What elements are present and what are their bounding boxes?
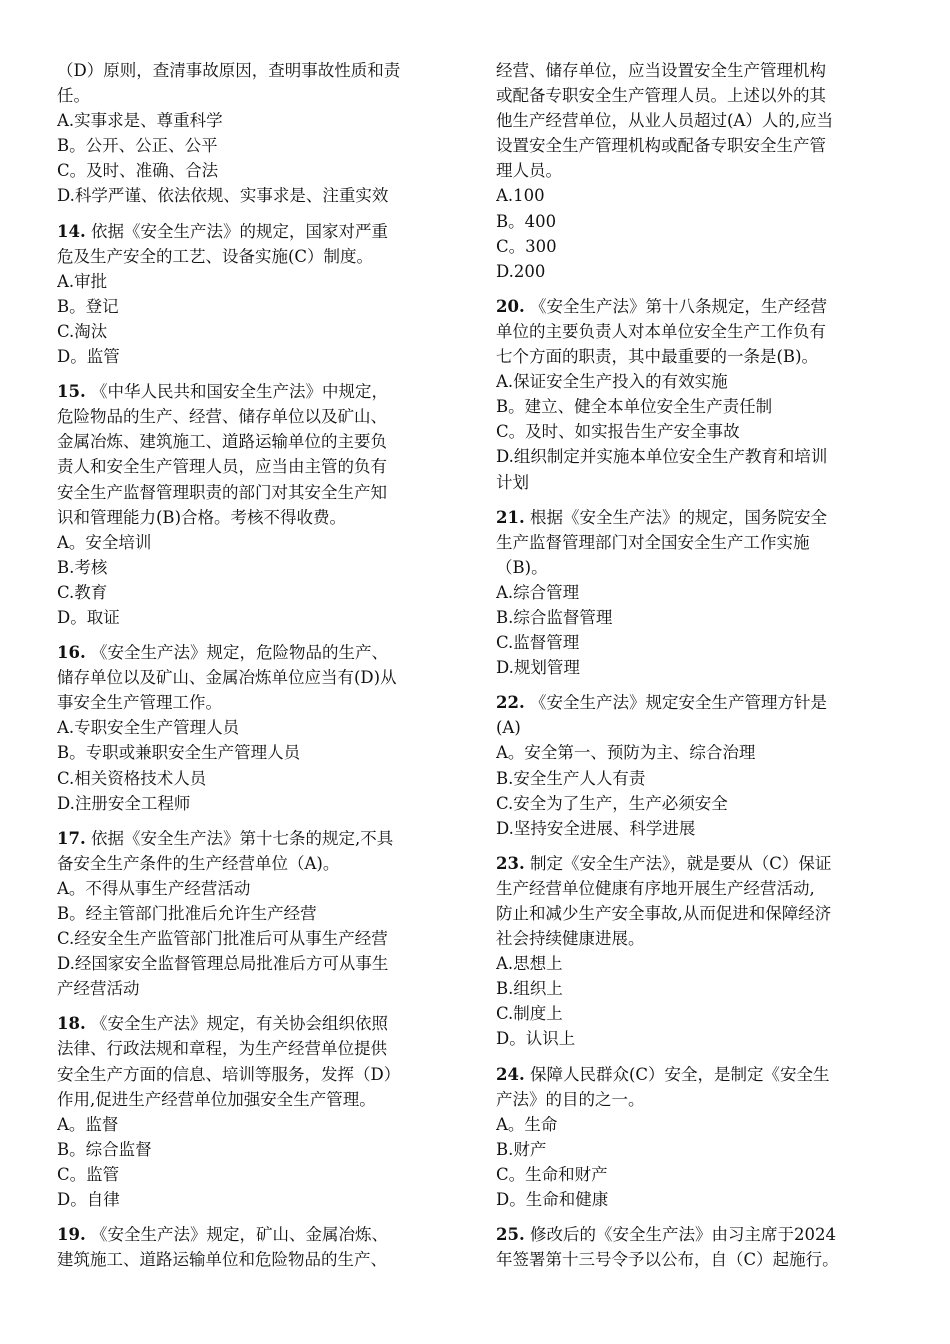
- question-text: 储存单位以及矿山、金属冶炼单位应当有(D)从: [57, 668, 397, 688]
- answer-option: B.考核: [57, 557, 108, 577]
- question-text-line: [496, 530, 894, 555]
- question-text-line: [496, 715, 894, 740]
- question-text: 安全生产方面的信息、培训等服务，发挥（D）: [57, 1064, 401, 1084]
- question-text: 《安全生产法》第十八条规定，生产经营: [524, 296, 827, 316]
- answer-option: C。及时、如实报告生产安全事故: [496, 422, 740, 442]
- question-number: 15.: [57, 382, 86, 402]
- question-text: 制定《安全生产法》，就是要从（C）保证: [524, 853, 832, 873]
- question-text-line: [57, 826, 455, 851]
- question-text: 依据《安全生产法》的规定，国家对严重: [85, 221, 388, 241]
- question-text-line: [496, 505, 894, 530]
- answer-option: A.综合管理: [496, 582, 580, 602]
- answer-option: B。专职或兼职安全生产管理人员: [57, 743, 301, 763]
- question-text: 事安全生产管理工作。: [57, 693, 222, 713]
- question-number: 20.: [496, 296, 525, 316]
- question-block: [57, 1222, 455, 1272]
- question-text: 作用,促进生产经营单位加强安全生产管理。: [57, 1089, 376, 1109]
- answer-option: A。安全第一、预防为主、综合治理: [496, 743, 756, 763]
- answer-option: A.保证安全生产投入的有效实施: [496, 372, 728, 392]
- question-text-line: [57, 429, 455, 454]
- question-block: [496, 690, 894, 841]
- answer-option: A.实事求是、尊重科学: [57, 111, 223, 131]
- question-text-line: [57, 480, 455, 505]
- question-text-line: [496, 58, 894, 83]
- question-text-line: [57, 1011, 455, 1036]
- left-column: [57, 58, 455, 1282]
- answer-option: C.淘汰: [57, 321, 108, 341]
- answer-option: 计划: [496, 472, 529, 492]
- question-text: 《中华人民共和国安全生产法》中规定，: [85, 382, 388, 402]
- question-text-line: [496, 555, 894, 580]
- answer-option: B。登记: [57, 296, 119, 316]
- question-number: 25.: [496, 1225, 525, 1245]
- answer-option: B。建立、健全本单位安全生产责任制: [496, 397, 773, 417]
- answer-option: C.安全为了生产，生产必须安全: [496, 793, 728, 813]
- question-text: 依据《安全生产法》第十七条的规定,不具: [85, 828, 394, 848]
- answer-option: D.科学严谨、依法依规、实事求是、注重实效: [57, 186, 389, 206]
- answer-option: B.财产: [496, 1139, 547, 1159]
- answer-option: D.注册安全工程师: [57, 793, 191, 813]
- question-text-line: [496, 926, 894, 951]
- question-text-line: [57, 851, 455, 876]
- question-text: 生产监督管理部门对全国安全生产工作实施: [496, 532, 810, 552]
- question-text-line: [496, 83, 894, 108]
- question-text: 他生产经营单位，从业人员超过(A）人的,应当: [496, 111, 834, 131]
- answer-option: B。公开、公正、公平: [57, 136, 218, 156]
- question-block: [57, 826, 455, 1002]
- answer-option: B。经主管部门批准后允许生产经营: [57, 904, 317, 923]
- question-text: 理人员。: [496, 161, 562, 181]
- question-text: 识和管理能力(B)合格。考核不得收费。: [57, 507, 346, 527]
- question-text-line: [496, 851, 894, 876]
- answer-option: C。300: [496, 236, 557, 256]
- question-text-line: [57, 404, 455, 429]
- question-text: 《安全生产法》规定，有关协会组织依照: [85, 1014, 388, 1034]
- answer-option: D.经国家安全监督管理总局批准后方可从事生: [57, 954, 389, 974]
- question-text-line: [57, 1087, 455, 1112]
- question-block: [496, 505, 894, 681]
- answer-option: A.审批: [57, 271, 108, 291]
- answer-option: D。自律: [57, 1190, 120, 1210]
- question-text-line: [57, 640, 455, 665]
- question-number: 19.: [57, 1225, 86, 1245]
- answer-option: A.专职安全生产管理人员: [57, 718, 240, 738]
- question-text: 防止和减少生产安全事故,从而促进和保障经济: [496, 904, 832, 923]
- question-text-line: [57, 1036, 455, 1061]
- answer-option: C。生命和财产: [496, 1164, 608, 1184]
- question-block: [57, 219, 455, 370]
- answer-option: A。安全培训: [57, 532, 152, 552]
- question-text: 生产经营单位健康有序地开展生产经营活动,: [496, 878, 815, 898]
- question-text-line: [57, 1062, 455, 1087]
- question-text-line: [57, 379, 455, 404]
- question-text-line: [496, 690, 894, 715]
- question-text: 修改后的《安全生产法》由习主席于2024: [524, 1225, 836, 1245]
- question-text: （D）原则，查清事故原因，查明事故性质和责: [57, 61, 401, 80]
- question-text: 责人和安全生产管理人员，应当由主管的负有: [57, 457, 387, 477]
- question-text-line: [496, 876, 894, 901]
- question-text-line: [496, 901, 894, 926]
- question-text: 危险物品的生产、经营、储存单位以及矿山、: [57, 407, 387, 427]
- question-text: 危及生产安全的工艺、设备实施(C）制度。: [57, 246, 374, 266]
- question-text-line: [496, 319, 894, 344]
- question-text-line: [496, 158, 894, 183]
- question-text-line: [57, 505, 455, 530]
- question-number: 14.: [57, 221, 86, 241]
- question-text-line: [57, 244, 455, 269]
- question-text-line: [496, 344, 894, 369]
- question-text: 根据《安全生产法》的规定，国务院安全: [524, 507, 827, 527]
- question-text-line: [496, 1062, 894, 1087]
- question-number: 17.: [57, 828, 86, 848]
- answer-option: C.监督管理: [496, 633, 580, 653]
- question-number: 21.: [496, 507, 525, 527]
- question-text-line: [57, 690, 455, 715]
- question-text-line: [496, 1247, 894, 1272]
- question-text: 安全生产监督管理职责的部门对其安全生产知: [57, 482, 387, 502]
- answer-option: D.200: [496, 261, 546, 281]
- answer-option: B。综合监督: [57, 1139, 152, 1159]
- answer-option: C。监管: [57, 1164, 120, 1184]
- answer-option: D。监管: [57, 347, 120, 367]
- answer-option: D.组织制定并实施本单位安全生产教育和培训: [496, 447, 828, 467]
- question-number: 16.: [57, 643, 86, 663]
- question-number: 18.: [57, 1014, 86, 1034]
- answer-option: C.制度上: [496, 1004, 563, 1024]
- question-text: 《安全生产法》规定，矿山、金属冶炼、: [85, 1225, 388, 1245]
- question-text-line: [496, 1222, 894, 1247]
- answer-option: C。及时、准确、合法: [57, 161, 219, 181]
- question-text-line: [57, 83, 455, 108]
- question-text: 社会持续健康进展。: [496, 929, 645, 949]
- question-text-line: [496, 133, 894, 158]
- question-text: (A): [496, 718, 521, 738]
- question-text-line: [57, 665, 455, 690]
- question-text: 任。: [57, 86, 90, 106]
- question-text: 设置安全生产管理机构或配备专职安全生产管: [496, 136, 826, 156]
- question-block: [496, 851, 894, 1052]
- answer-option: D.坚持安全进展、科学进展: [496, 818, 696, 838]
- question-text: 建筑施工、道路运输单位和危险物品的生产、: [57, 1250, 387, 1270]
- question-text: 经营、储存单位，应当设置安全生产管理机构: [496, 61, 826, 80]
- question-number: 23.: [496, 853, 525, 873]
- answer-option: B。400: [496, 211, 557, 231]
- answer-option: A。监督: [57, 1114, 119, 1134]
- answer-option: B.安全生产人人有责: [496, 768, 646, 788]
- question-block: [57, 58, 455, 209]
- question-text-line: [496, 108, 894, 133]
- question-text: 保障人民群众(C）安全，是制定《安全生: [524, 1064, 830, 1084]
- question-block: [496, 1222, 894, 1272]
- question-text-line: [57, 1222, 455, 1247]
- question-text-line: [57, 58, 455, 83]
- question-text: 《安全生产法》规定安全生产管理方针是: [524, 693, 827, 713]
- question-block: [57, 1011, 455, 1212]
- question-text: 金属冶炼、建筑施工、道路运输单位的主要负: [57, 432, 387, 452]
- question-number: 24.: [496, 1064, 525, 1084]
- answer-option: 产经营活动: [57, 979, 140, 999]
- question-text: 七个方面的职责，其中最重要的一条是(B)。: [496, 347, 818, 367]
- answer-option: A.100: [496, 186, 545, 206]
- question-text-line: [57, 1247, 455, 1272]
- question-text: 法律、行政法规和章程，为生产经营单位提供: [57, 1039, 387, 1059]
- question-text: 备安全生产条件的生产经营单位（A)。: [57, 853, 340, 873]
- question-text-line: [496, 294, 894, 319]
- question-text-line: [496, 1087, 894, 1112]
- question-block: [57, 640, 455, 816]
- question-text-line: [57, 454, 455, 479]
- question-block: [57, 379, 455, 630]
- right-column: [496, 58, 894, 1282]
- question-block: [496, 1062, 894, 1213]
- question-number: 22.: [496, 693, 525, 713]
- question-text: 或配备专职安全生产管理人员。上述以外的其: [496, 86, 826, 106]
- question-block: [496, 294, 894, 495]
- answer-option: B.组织上: [496, 979, 563, 999]
- answer-option: B.综合监督管理: [496, 607, 613, 627]
- answer-option: A。不得从事生产经营活动: [57, 878, 251, 898]
- question-text-line: [57, 219, 455, 244]
- answer-option: D.规划管理: [496, 658, 580, 678]
- answer-option: D。取证: [57, 607, 120, 627]
- question-text: 《安全生产法》规定，危险物品的生产、: [85, 643, 388, 663]
- answer-option: A。生命: [496, 1114, 558, 1134]
- answer-option: D。生命和健康: [496, 1190, 609, 1210]
- question-text: 产法》的目的之一。: [496, 1089, 645, 1109]
- answer-option: C.教育: [57, 582, 108, 602]
- question-text: （B)。: [496, 557, 548, 577]
- question-text: 单位的主要负责人对本单位安全生产工作负有: [496, 321, 826, 341]
- question-block: [496, 58, 894, 284]
- answer-option: A.思想上: [496, 954, 563, 974]
- answer-option: D。认识上: [496, 1029, 576, 1049]
- answer-option: C.相关资格技术人员: [57, 768, 207, 788]
- question-text: 年签署第十三号令予以公布，自（C）起施行。: [496, 1250, 839, 1270]
- answer-option: C.经安全生产监管部门批准后可从事生产经营: [57, 929, 388, 949]
